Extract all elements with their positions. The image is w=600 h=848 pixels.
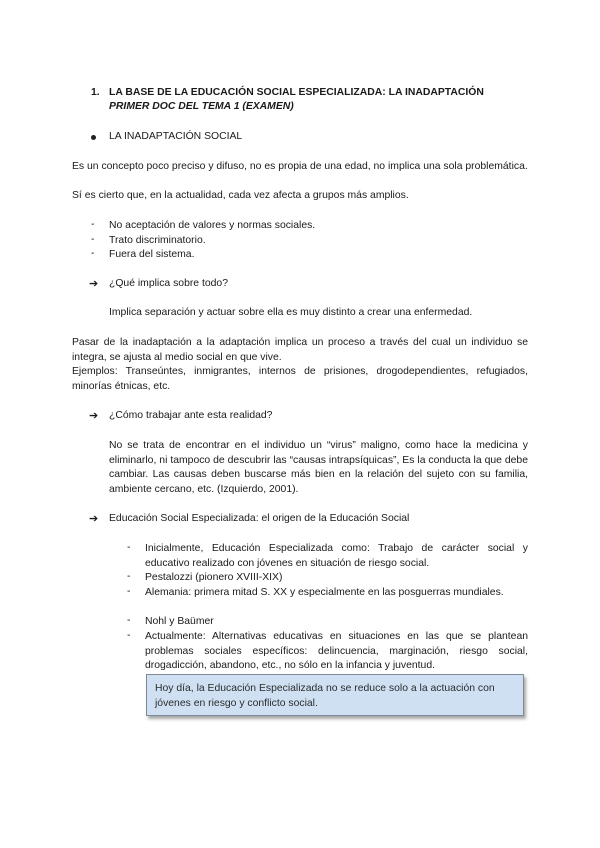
bullet-dot-icon <box>91 135 96 140</box>
heading-subtitle: PRIMER DOC DEL TEMA 1 (EXAMEN) <box>109 101 294 112</box>
dash-marker: - <box>127 542 131 553</box>
intro-paragraph: Es un concepto poco preciso y difuso, no es propia de una edad, no implica una sola problemática. <box>72 161 528 172</box>
arrow-question: ¿Cómo trabajar ante esta realidad? <box>109 410 273 421</box>
dash-marker: - <box>127 586 131 597</box>
note-callout <box>146 674 524 716</box>
note-text: Hoy día, la Educación Especializada no se reduce solo a la actuación con jóvenes en riesgo y conflicto social. <box>155 683 495 709</box>
list-item: Actualmente: Alternativas educativas en situaciones en las que se plantean problemas sociales específicos: delincuencia, marginación, riesgo social, drogadicción, abandono, etc., no sólo en la infancia y juventud. <box>145 631 528 672</box>
dash-marker: - <box>91 248 95 259</box>
arrow-answer: Implica separación y actuar sobre ella es muy distinto a crear una enfermedad. <box>109 307 473 318</box>
arrow-question: ¿Qué implica sobre todo? <box>109 278 228 289</box>
heading-number: 1. <box>91 87 100 98</box>
list-item: No aceptación de valores y normas sociales. <box>109 220 316 231</box>
arrow-right-icon: ➔ <box>89 410 99 422</box>
intro-line-2: Sí es cierto que, en la actualidad, cada vez afecta a grupos más amplios. <box>72 190 409 201</box>
arrow-right-icon: ➔ <box>89 513 99 525</box>
arrow-right-icon: ➔ <box>89 278 99 290</box>
paragraph-process: Pasar de la inadaptación a la adaptación implica un proceso a través del cual un individuo se integra, se ajusta al medio social en que vive. <box>72 337 528 363</box>
dash-marker: - <box>91 219 95 230</box>
arrow-answer: No se trata de encontrar en el individuo un “virus” maligno, como hace la medicina y eliminarlo, ni tampoco de descubrir las “causas intrapsíquicas”, Es la conducta la que debe cambiar. Las causas deben buscarse más bien en la relación del sujeto con su familia, ambiente cercano, etc. (Izquierdo, 2001). <box>109 440 528 495</box>
list-item: Fuera del sistema. <box>109 249 195 260</box>
dash-marker: - <box>127 571 131 582</box>
list-item: Inicialmente, Educación Especializada como: Trabajo de carácter social y educativo realizado con jóvenes en situación de riesgo social. <box>145 543 528 569</box>
paragraph-examples: Ejemplos: Transeúntes, inmigrantes, internos de prisiones, drogodependientes, refugiados, minorías étnicas, etc. <box>72 366 528 392</box>
list-item: Trato discriminatorio. <box>109 235 206 246</box>
list-item: Alemania: primera mitad S. XX y especialmente en las posguerras mundiales. <box>145 587 504 598</box>
dash-marker: - <box>127 630 131 641</box>
dash-marker: - <box>127 615 131 626</box>
arrow-section-title: Educación Social Especializada: el origen de la Educación Social <box>109 513 410 524</box>
list-item: Pestalozzi (pionero XVIII-XIX) <box>145 572 283 583</box>
list-item: Nohl y Baümer <box>145 616 214 627</box>
heading-title: LA BASE DE LA EDUCACIÓN SOCIAL ESPECIALIZADA: LA INADAPTACIÓN <box>109 87 484 98</box>
section-title: LA INADAPTACIÓN SOCIAL <box>109 131 243 142</box>
dash-marker: - <box>91 234 95 245</box>
